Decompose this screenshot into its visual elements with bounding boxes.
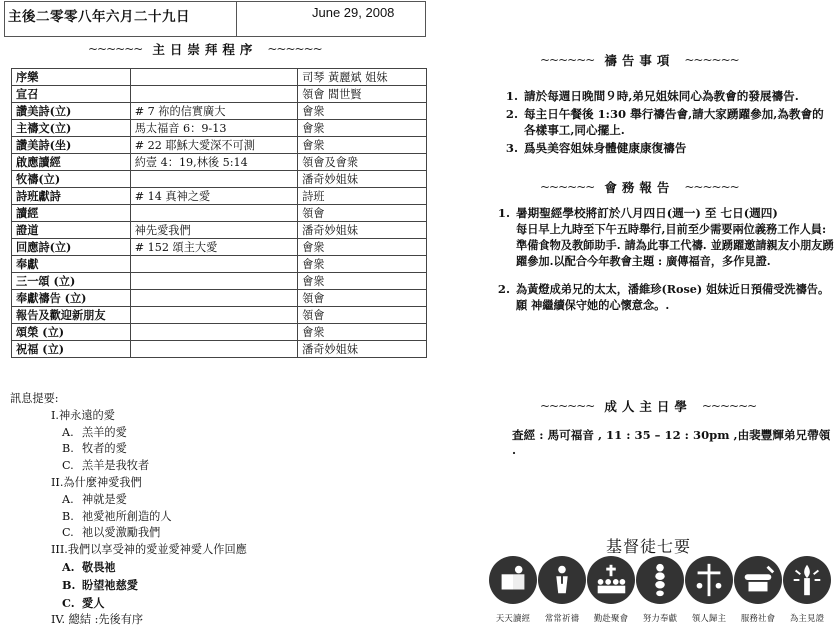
order-person: 會衆 xyxy=(298,324,427,341)
essential-label: 天天讀經 xyxy=(495,613,531,623)
ornament-left-icon: ~~~~~~ xyxy=(540,399,595,413)
order-item: 報告及歡迎新朋友 xyxy=(12,307,131,324)
announcements-heading xyxy=(540,51,739,69)
outline-text: II.為什麼神愛我們 xyxy=(51,475,142,489)
order-item: 奉獻 xyxy=(12,256,131,273)
praying-icon xyxy=(538,556,586,604)
table-row xyxy=(12,273,427,290)
outline-line xyxy=(10,542,247,559)
order-detail xyxy=(130,256,297,273)
table-row xyxy=(12,222,427,239)
order-item: 頌榮 (立) xyxy=(12,324,131,341)
ornament-left-icon: ~~~~~~ xyxy=(88,42,143,56)
item-number: 3. xyxy=(505,141,518,155)
table-row xyxy=(12,290,427,307)
outline-line xyxy=(10,577,247,595)
outline-line xyxy=(10,612,247,629)
order-detail: # 22 耶穌大愛深不可測 xyxy=(130,137,297,154)
outline-line xyxy=(10,458,247,475)
order-item: 祝福 (立) xyxy=(12,341,131,358)
church-news-title: 會務報告 xyxy=(604,180,675,195)
ornament-right-icon: ~~~~~~ xyxy=(267,42,322,56)
outline-letter: C. xyxy=(62,526,74,540)
date-chinese: 主後二零零八年六月二十九日 xyxy=(8,9,190,25)
order-detail: 神先愛我們 xyxy=(130,222,297,239)
outline-line xyxy=(10,595,247,613)
table-row xyxy=(12,341,427,358)
seven-essentials-title: 基督徒七要 xyxy=(606,537,692,556)
order-detail xyxy=(130,290,297,307)
order-person: 領會 xyxy=(298,307,427,324)
order-item: 宣召 xyxy=(12,86,131,103)
order-item: 三一頌 (立) xyxy=(12,273,131,290)
order-detail: # 7 祢的信實廣大 xyxy=(130,103,297,120)
table-row xyxy=(12,256,427,273)
order-detail xyxy=(130,324,297,341)
order-detail xyxy=(130,86,297,103)
reading-icon xyxy=(489,556,537,604)
order-person: 會衆 xyxy=(298,256,427,273)
outline-text: 羔羊的愛 xyxy=(82,425,127,439)
order-person: 潘奇妙姐妹 xyxy=(298,341,427,358)
outline-text: 祂以愛激勵我們 xyxy=(82,526,161,540)
order-person: 領會 xyxy=(298,205,427,222)
ornament-left-icon: ~~~~~~ xyxy=(540,53,595,67)
order-person: 領會及會衆 xyxy=(298,154,427,171)
order-person: 會衆 xyxy=(298,137,427,154)
item-body: 每日早上九時至下午五時舉行,目前至少需要兩位義務工作人員:準備食物及教師助手. 請為此事工代禱. 並踴躍邀請親友小朋友踴躍參加.以配合今年教會主題 : 廣傳福音，多作見證. xyxy=(516,222,834,268)
item-body: 為黃燈成弟兄的太太，潘維珍(Rose) 姐妹近日預備受洗禱告。願 神繼續保守她的心懷意念。. xyxy=(516,282,830,312)
item-head: 暑期聖經學校將訂於八月四日(週一) 至 七日(週四) xyxy=(516,206,778,220)
item-number: 2. xyxy=(497,282,510,296)
seven-essentials-icons xyxy=(489,556,832,604)
evangelism-icon xyxy=(685,556,733,604)
order-item: 主禱文(立) xyxy=(12,120,131,137)
outline-line xyxy=(10,525,247,542)
outline-text: 愛人 xyxy=(82,595,105,610)
outline-letter: B. xyxy=(62,442,74,456)
ornament-right-icon: ~~~~~~ xyxy=(684,180,739,194)
header-divider xyxy=(236,1,237,37)
essential-label: 為主見證 xyxy=(789,613,825,623)
outline-text: 盼望祂慈愛 xyxy=(82,577,138,592)
ornament-right-icon: ~~~~~~ xyxy=(684,53,739,67)
outline-text: 敬畏祂 xyxy=(82,559,116,574)
order-person: 詩班 xyxy=(298,188,427,205)
order-detail xyxy=(130,273,297,290)
essential-label: 勤赴聚會 xyxy=(593,613,629,623)
outline-line xyxy=(10,475,247,492)
essential-label: 努力奉獻 xyxy=(642,613,678,623)
outline-letter: A. xyxy=(62,559,75,574)
order-item: 牧禱(立) xyxy=(12,171,131,188)
order-item: 詩班獻詩 xyxy=(12,188,131,205)
order-detail: 約壹 4：19,林後 5:14 xyxy=(130,154,297,171)
outline-line xyxy=(10,492,247,509)
order-person: 領會 閻世賢 xyxy=(298,86,427,103)
outline-letter: C. xyxy=(62,459,74,473)
outline-text: IV. 總結 :先後有序 xyxy=(51,613,144,627)
item-number: 1. xyxy=(497,206,510,220)
essential-label: 領人歸主 xyxy=(691,613,727,623)
order-detail xyxy=(130,171,297,188)
table-row xyxy=(12,205,427,222)
outline-text: 羔羊是我牧者 xyxy=(82,459,150,473)
table-row xyxy=(12,137,427,154)
church-news-heading xyxy=(540,178,739,196)
order-detail xyxy=(130,341,297,358)
order-person: 會衆 xyxy=(298,103,427,120)
list-item xyxy=(488,205,834,269)
table-row xyxy=(12,69,427,86)
order-person: 領會 xyxy=(298,290,427,307)
outline-text: 神就是愛 xyxy=(82,492,127,506)
item-text: 爲吳美容姐妹身體健康康復禱告 xyxy=(524,141,687,155)
order-item: 讚美詩(坐) xyxy=(12,137,131,154)
order-item: 讀經 xyxy=(12,205,131,222)
outline-letter: C. xyxy=(62,595,75,610)
order-detail xyxy=(130,307,297,324)
list-item xyxy=(488,281,834,313)
date-english: June 29, 2008 xyxy=(312,5,395,20)
gathering-icon xyxy=(587,556,635,604)
witness-icon xyxy=(783,556,831,604)
order-person: 潘奇妙姐妹 xyxy=(298,222,427,239)
worship-order-table xyxy=(11,68,427,358)
order-item: 啟應讀經 xyxy=(12,154,131,171)
order-item: 奉獻禱告 (立) xyxy=(12,290,131,307)
outline-text: I.神永遠的愛 xyxy=(51,408,115,422)
seven-essentials-labels xyxy=(489,612,832,624)
order-item: 讚美詩(立) xyxy=(12,103,131,120)
order-person: 會衆 xyxy=(298,120,427,137)
outline-line xyxy=(10,408,247,425)
table-row xyxy=(12,188,427,205)
order-person: 會衆 xyxy=(298,239,427,256)
order-detail: 馬太福音 6：9-13 xyxy=(130,120,297,137)
list-item xyxy=(496,106,834,138)
table-row xyxy=(12,324,427,341)
table-row xyxy=(12,154,427,171)
essential-label: 服務社會 xyxy=(740,613,776,623)
outline-line xyxy=(10,425,247,442)
order-detail: # 152 頌主大愛 xyxy=(130,239,297,256)
table-row xyxy=(12,120,427,137)
order-item: 證道 xyxy=(12,222,131,239)
outline-letter: B. xyxy=(62,577,76,592)
sermon-outline xyxy=(10,391,247,629)
item-number: 1. xyxy=(505,89,518,103)
order-person: 潘奇妙姐妹 xyxy=(298,171,427,188)
order-detail: # 14 真神之愛 xyxy=(130,188,297,205)
order-person: 會衆 xyxy=(298,273,427,290)
order-item: 回應詩(立) xyxy=(12,239,131,256)
worship-heading xyxy=(88,40,322,58)
church-news-list xyxy=(488,205,834,325)
announcements-title: 禱告事項 xyxy=(604,53,675,68)
item-content xyxy=(516,205,834,269)
outline-letter: A. xyxy=(62,425,74,439)
adult-school-heading xyxy=(540,397,756,415)
item-text: 請於每週日晚間９時,弟兄姐妹同心為教會的發展禱告. xyxy=(524,89,799,103)
list-item xyxy=(496,88,834,104)
essential-label: 常常祈禱 xyxy=(544,613,580,623)
item-text: 每主日午餐後 1:30 舉行禱告會,請大家踴躍參加,為教會的各樣事工,同心擺上. xyxy=(524,107,824,137)
table-row xyxy=(12,86,427,103)
outline-letter: A. xyxy=(62,492,74,506)
item-content xyxy=(516,281,834,313)
service-icon xyxy=(734,556,782,604)
outline-line xyxy=(10,441,247,458)
ornament-right-icon: ~~~~~~ xyxy=(701,399,757,413)
order-person: 司琴 黃麗斌 姐妹 xyxy=(298,69,427,86)
ornament-left-icon: ~~~~~~ xyxy=(540,180,595,194)
outline-text: 祂愛祂所創造的人 xyxy=(82,509,172,523)
order-detail xyxy=(130,205,297,222)
table-row xyxy=(12,103,427,120)
offering-icon xyxy=(636,556,684,604)
order-item: 序樂 xyxy=(12,69,131,86)
order-detail xyxy=(130,69,297,86)
outline-text: 牧者的愛 xyxy=(82,442,127,456)
outline-line xyxy=(10,509,247,526)
table-row xyxy=(12,307,427,324)
outline-letter: B. xyxy=(62,509,74,523)
list-item xyxy=(496,140,834,156)
outline-text: III.我們以享受神的愛並愛神愛人作回應 xyxy=(51,543,247,557)
adult-school-title: 成人主日學 xyxy=(604,399,692,414)
prayer-list xyxy=(496,88,834,158)
adult-school-text: 查經 : 馬可福音 , 11 : 35 – 12 : 30pm ,由裴豐輝弟兄帶領 . xyxy=(512,428,831,457)
item-number: 2. xyxy=(505,107,518,121)
table-row xyxy=(12,171,427,188)
sermon-heading: 訊息提要: xyxy=(10,392,59,405)
worship-title: 主日崇拜程序 xyxy=(152,42,258,57)
outline-line xyxy=(10,559,247,577)
table-row xyxy=(12,239,427,256)
